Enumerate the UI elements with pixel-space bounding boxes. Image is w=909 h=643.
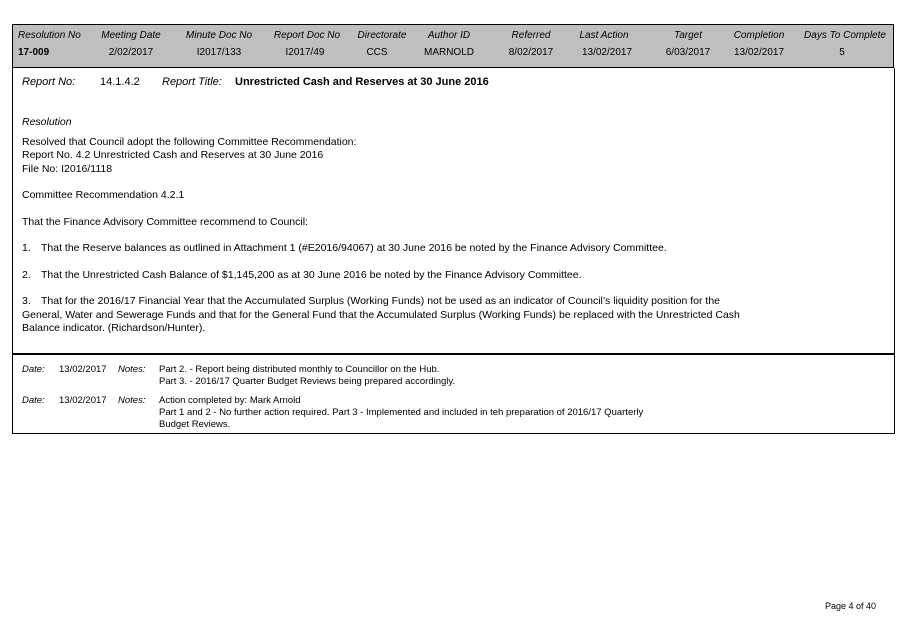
note-notes-label: Notes: [118, 364, 146, 375]
value-minute-doc-no: I2017/133 [196, 47, 242, 58]
item-number: 2. [22, 268, 31, 281]
resolution-text [22, 116, 882, 349]
col-resolution-no: Resolution No [18, 30, 81, 41]
note-date: 13/02/2017 [59, 364, 107, 375]
item-text: That the Unrestricted Cash Balance of $1,145,200 as at 30 June 2016 be noted by the Finance Advisory Committee. [41, 268, 582, 281]
recommendation-item [22, 269, 882, 283]
action-notes [12, 355, 895, 434]
value-completion: 13/02/2017 [733, 47, 785, 58]
col-last-action: Last Action [579, 30, 629, 41]
col-referred: Referred [511, 30, 551, 41]
col-target: Target [674, 30, 702, 41]
resolution-line: File No: I2016/1118 [22, 162, 113, 175]
col-completion: Completion [733, 30, 785, 41]
resolution-body [12, 68, 895, 355]
value-referred: 8/02/2017 [508, 47, 554, 58]
note-line: Part 2. - Report being distributed monthly to Councillor on the Hub. [159, 364, 440, 375]
note-line: Part 3. - 2016/17 Quarter Budget Reviews being prepared accordingly. [159, 376, 456, 387]
col-meeting-date: Meeting Date [101, 30, 161, 41]
value-meeting-date: 2/02/2017 [108, 47, 154, 58]
note-date-label: Date: [22, 395, 45, 406]
resolution-line: Resolved that Council adopt the following Committee Recommendation: [22, 135, 357, 148]
note-line: Part 1 and 2 - No further action required. Part 3 - Implemented and included in teh preparation of 2016/17 Quarterly Budget Reviews. [159, 407, 644, 430]
resolution-heading: Resolution [22, 116, 72, 128]
note-entry [22, 364, 882, 390]
item-text: That for the 2016/17 Financial Year that the Accumulated Surplus (Working Funds) not be used as an indicator of Council’s liquidity position for the General, Water and Sewerage Funds and that for the General Fund that the Accumulated Surplus (Working Funds) be replaced with the Unrestricted Cash Balance indicator. (Richardson/Hunter). [22, 295, 740, 334]
resolution-header-table [12, 24, 894, 68]
value-days-to-complete: 5 [839, 47, 845, 58]
recommendation-item [22, 242, 882, 256]
note-date-label: Date: [22, 364, 45, 375]
value-last-action: 13/02/2017 [581, 47, 633, 58]
item-number: 1. [22, 242, 31, 254]
item-number: 3. [22, 295, 31, 307]
note-entry [22, 395, 882, 431]
report-title-value: Unrestricted Cash and Reserves at 30 June 2016 [235, 76, 489, 88]
col-directorate: Directorate [357, 30, 407, 41]
note-line: Action completed by: Mark Arnold [159, 395, 301, 406]
value-resolution-no: 17-009 [18, 47, 50, 58]
note-notes-label: Notes: [118, 395, 146, 406]
col-days-to-complete: Days To Complete [804, 30, 886, 41]
col-report-doc-no: Report Doc No [273, 30, 341, 41]
recommendation-intro: That the Finance Advisory Committee recommend to Council: [22, 215, 308, 228]
committee-recommendation: Committee Recommendation 4.2.1 [22, 189, 185, 201]
report-no-value: 14.1.4.2 [100, 76, 140, 88]
page-number: Page 4 of 40 [825, 601, 877, 611]
report-title-label: Report Title: [162, 76, 222, 88]
value-report-doc-no: I2017/49 [285, 47, 325, 58]
col-minute-doc-no: Minute Doc No [185, 30, 253, 41]
note-text [159, 395, 659, 431]
col-author-id: Author ID [427, 30, 471, 41]
resolution-line: Report No. 4.2 Unrestricted Cash and Reserves at 30 June 2016 [22, 149, 324, 161]
value-directorate: CCS [366, 47, 388, 58]
note-date: 13/02/2017 [59, 395, 107, 406]
report-no-label: Report No: [22, 76, 76, 88]
note-text [159, 364, 719, 388]
recommendation-item [22, 295, 762, 336]
item-text: That the Reserve balances as outlined in Attachment 1 (#E2016/94067) at 30 June 2016 be noted by the Finance Advisory Committee. [41, 242, 667, 254]
value-author-id: MARNOLD [423, 47, 475, 58]
value-target: 6/03/2017 [665, 47, 711, 58]
